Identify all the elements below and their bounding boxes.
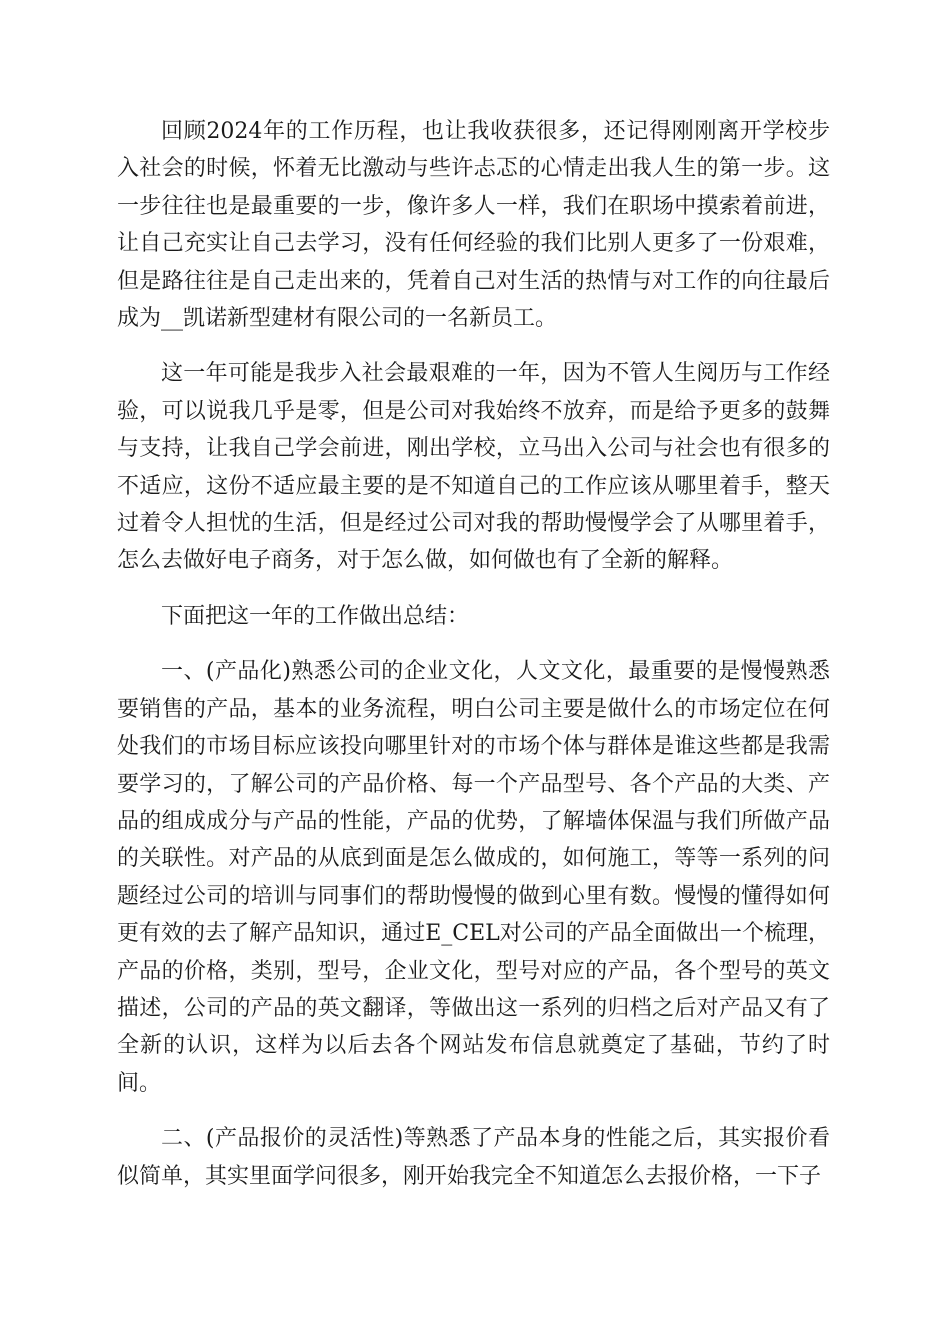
paragraph-section-two: 二、(产品报价的灵活性)等熟悉了产品本身的性能之后，其实报价看似简单，其实里面学问很多，刚开始我完全不知道怎么去报价格，一下子 <box>117 1126 830 1189</box>
paragraph-summary-lead: 下面把这一年的工作做出总结： <box>161 603 470 629</box>
paragraph-section-one: 一、(产品化)熟悉公司的企业文化，人文文化，最重要的是慢慢熟悉要销售的产品，基本的业务流程，明白公司主要是做什么的市场定位在何处我们的市场目标应该投向哪里针对的市场个体与群体是谁这些都是我需要学习的，了解公司的产品价格、每一个产品型号、各个产品的大类、产品的组成成分与产品的性能，产品的优势，了解墙体保温与我们所做产品的关联性。对产品的从底到面是怎么做成的，如何施工，等等一系列的问题经过公司的培训与同事们的帮助慢慢的做到心里有数。慢慢的懂得如何更有效的去了解产品知识，通过E_CEL对公司的产品全面做出一个梳理，产品的价格，类别，型号，企业文化，型号对应的产品，各个型号的英文描述，公司的产品的英文翻译，等做出这一系列的归档之后对产品又有了全新的认识，这样为以后去各个网站发布信息就奠定了基础，节约了时间。 <box>117 659 830 1096</box>
paragraph-intro: 回顾2024年的工作历程，也让我收获很多，还记得刚刚离开学校步入社会的时候，怀着无比激动与些许忐忑的心情走出我人生的第一步。这一步往往也是最重要的一步，像许多人一样，我们在职场中摸索着前进，让自己充实让自己去学习，没有任何经验的我们比别人更多了一份艰难，但是路往往是自己走出来的，凭着自己对生活的热情与对工作的向往最后成为__凯诺新型建材有限公司的一名新员工。 <box>117 119 830 332</box>
paragraph-hardest-year: 这一年可能是我步入社会最艰难的一年，因为不管人生阅历与工作经验，可以说我几乎是零，但是公司对我始终不放弃，而是给予更多的鼓舞与支持，让我自己学会前进，刚出学校，立马出入公司与社会也有很多的不适应，这份不适应最主要的是不知道自己的工作应该从哪里着手，整天过着令人担忧的生活，但是经过公司对我的帮助慢慢学会了从哪里着手，怎么去做好电子商务，对于怎么做，如何做也有了全新的解释。 <box>117 361 830 574</box>
